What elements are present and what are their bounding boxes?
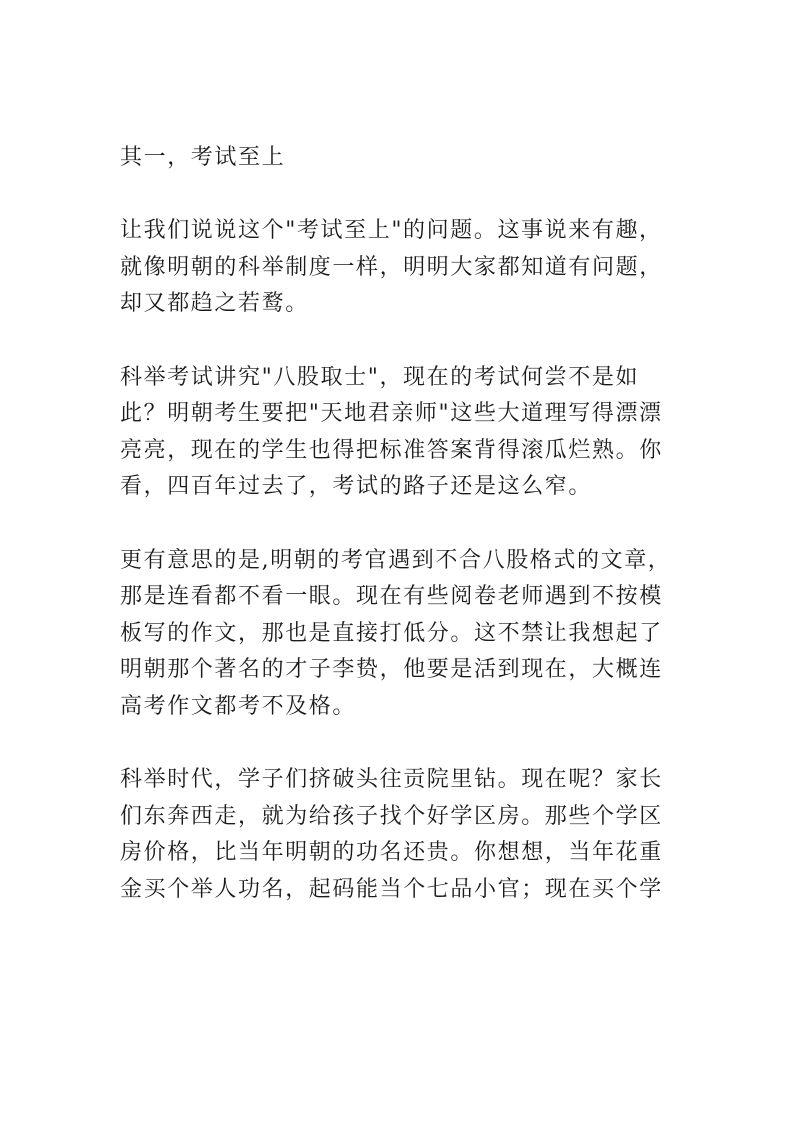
text-line: 科举时代，学子们挤破头往贡院里钻。现在呢？家长 — [120, 767, 663, 793]
text-line: 板写的作文，那也是直接打低分。这不禁让我想起了 — [120, 620, 663, 646]
document-page — [120, 140, 680, 945]
paragraph-1 — [120, 213, 680, 323]
text-line: 就像明朝的科举制度一样，明明大家都知道有问题， — [120, 254, 663, 280]
text-line: 们东奔西走，就为给孩子找个好学区房。那些个学区 — [120, 803, 663, 829]
paragraph-4 — [120, 762, 680, 908]
text-line: 科举考试讲究"八股取士"，现在的考试何尝不是如 — [120, 364, 640, 390]
text-line: 金买个举人功名，起码能当个七品小官；现在买个学 — [120, 876, 663, 902]
text-line: 那是连看都不看一眼。现在有些阅卷老师遇到不按模 — [120, 584, 663, 610]
text-line: 房价格，比当年明朝的功名还贵。你想想，当年花重 — [120, 840, 663, 866]
text-line: 却又都趋之若鹜。 — [120, 291, 309, 317]
text-line: 高考作文都考不及格。 — [120, 693, 357, 719]
text-line: 看，四百年过去了，考试的路子还是这么窄。 — [120, 474, 593, 500]
text-line: 此？明朝考生要把"天地君亲师"这些大道理写得漂漂 — [120, 401, 663, 427]
paragraph-3 — [120, 543, 680, 726]
text-line: 让我们说说这个"考试至上"的问题。这事说来有趣， — [120, 218, 663, 244]
text-line: 亮亮，现在的学生也得把标准答案背得滚瓜烂熟。你 — [120, 437, 663, 463]
section-title: 其一，考试至上 — [120, 145, 286, 170]
text-line: 更有意思的是,明朝的考官遇到不合八股格式的文章， — [120, 547, 672, 573]
paragraph-2 — [120, 360, 680, 506]
text-line: 明朝那个著名的才子李贽，他要是活到现在，大概连 — [120, 657, 663, 683]
